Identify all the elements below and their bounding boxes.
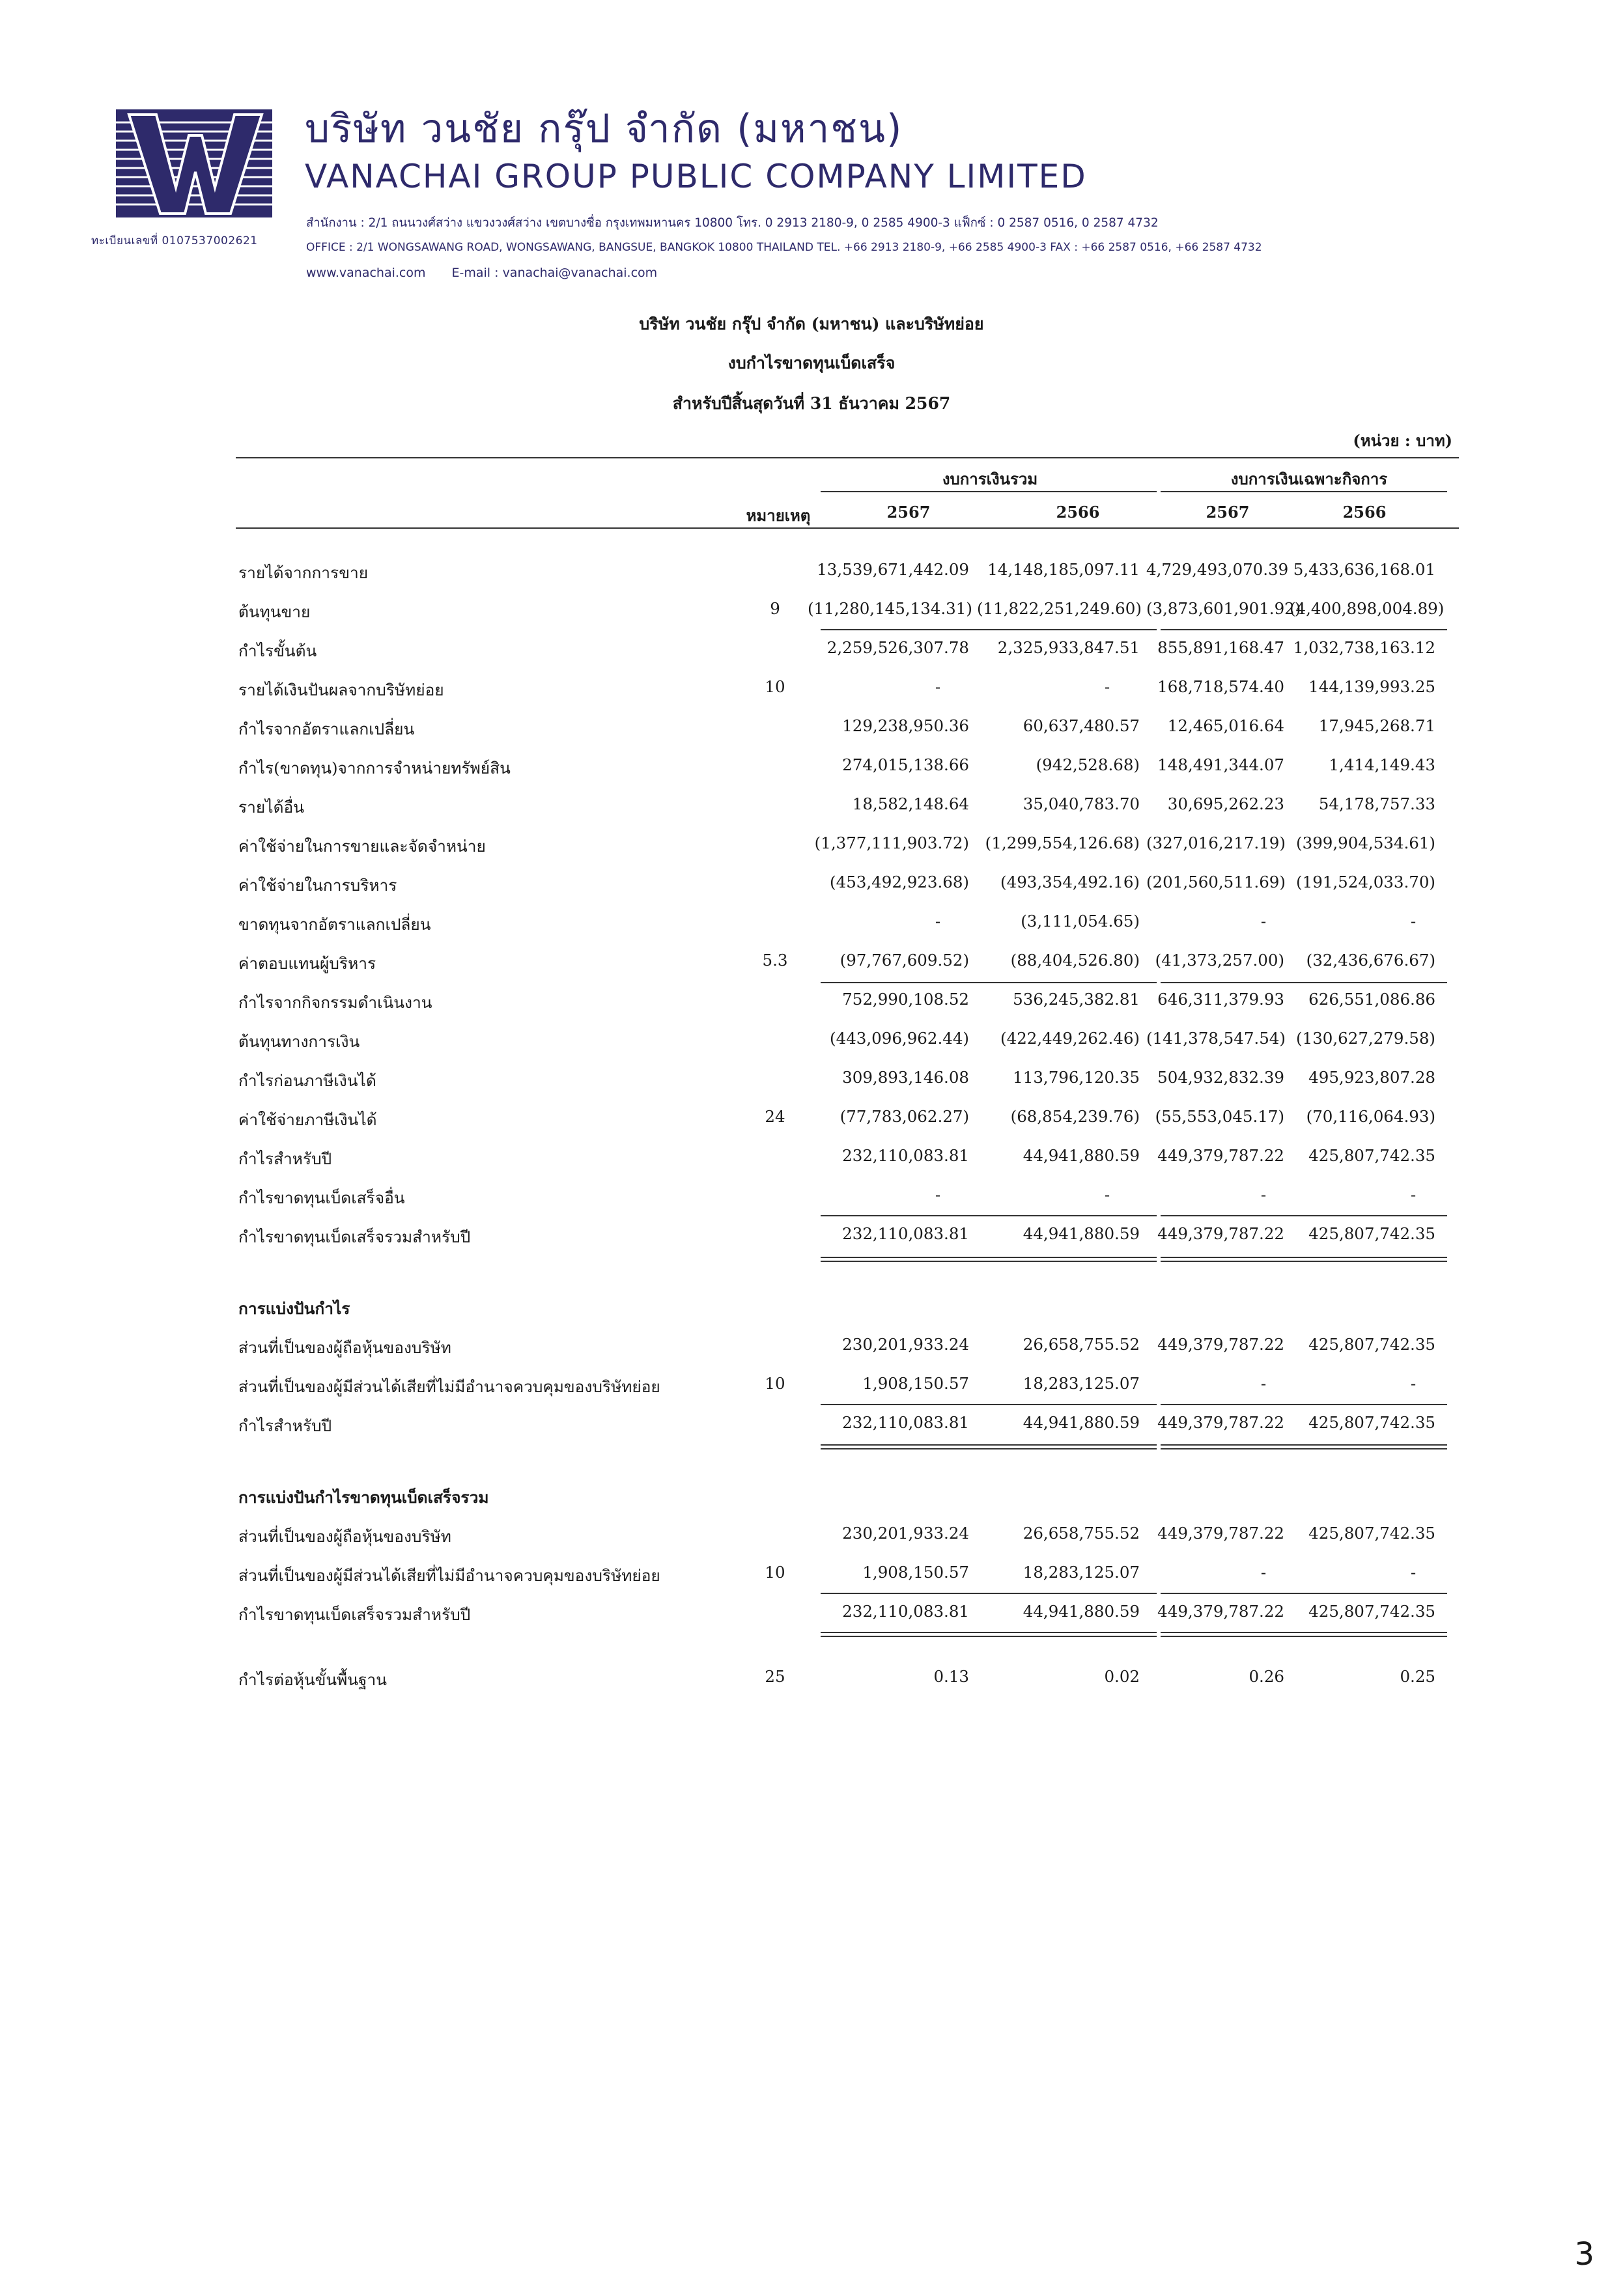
row-value: 26,658,755.52 — [1023, 1524, 1140, 1543]
row-label: กำไรก่อนภาษีเงินได้ — [238, 1071, 376, 1090]
row-label: ต้นทุนขาย — [238, 602, 311, 621]
row-value: (11,280,145,134.31) — [808, 599, 972, 618]
row-note: 5.3 — [762, 951, 788, 970]
row-value: 0.25 — [1400, 1667, 1435, 1686]
row-value: 44,941,880.59 — [1023, 1602, 1140, 1621]
row-value: 4,729,493,070.39 — [1146, 560, 1289, 579]
row-value: (4,400,898,004.89) — [1290, 599, 1445, 618]
row-value: 449,379,787.22 — [1157, 1602, 1284, 1621]
row-value: 144,139,993.25 — [1308, 677, 1435, 696]
row-value: 274,015,138.66 — [842, 755, 969, 774]
table-row — [0, 1667, 1623, 1693]
table-row — [0, 1485, 1623, 1511]
address-english: OFFICE : 2/1 WONGSAWANG ROAD, WONGSAWANG, BANGSUE, BANGKOK 10800 THAILAND TEL. +66 2913 2180-9, +66 2585 4900-3 FAX : +66 2587 0516, +66 2587 4732 — [306, 241, 1262, 254]
row-value: (1,377,111,903.72) — [814, 833, 969, 852]
row-value: (11,822,251,249.60) — [977, 599, 1142, 618]
subtotal-rule — [821, 1215, 1157, 1216]
subtotal-rule — [1161, 1593, 1447, 1594]
row-label: ค่าใช้จ่ายในการบริหาร — [238, 876, 397, 895]
row-value: 35,040,783.70 — [1023, 794, 1140, 813]
row-value: 855,891,168.47 — [1157, 638, 1284, 657]
row-value: 449,379,787.22 — [1157, 1413, 1284, 1432]
row-value: 1,032,738,163.12 — [1293, 638, 1435, 657]
group-header-consolidated: งบการเงินรวม — [942, 469, 1038, 488]
row-value: 646,311,379.93 — [1157, 990, 1284, 1009]
table-row — [0, 1563, 1623, 1589]
row-value: 232,110,083.81 — [842, 1602, 969, 1621]
row-value: 449,379,787.22 — [1157, 1146, 1284, 1165]
row-value: (201,560,511.69) — [1146, 873, 1286, 891]
row-value: 14,148,185,097.11 — [987, 560, 1140, 579]
row-label: กำไรขั้นต้น — [238, 641, 317, 660]
table-row — [0, 990, 1623, 1016]
row-value: 425,807,742.35 — [1308, 1146, 1435, 1165]
row-value: (55,553,045.17) — [1155, 1107, 1284, 1126]
row-value: - — [1410, 1563, 1417, 1582]
row-value: (327,016,217.19) — [1146, 833, 1286, 852]
year-header-separate-2567: 2567 — [1206, 503, 1250, 522]
statement-name: งบกำไรขาดทุนเบ็ดเสร็จ — [727, 354, 896, 372]
row-value: - — [935, 912, 941, 931]
row-value: 536,245,382.81 — [1013, 990, 1140, 1009]
row-label: การแบ่งปันกำไร — [238, 1299, 350, 1318]
row-value: 1,908,150.57 — [862, 1374, 969, 1393]
row-label: กำไรขาดทุนเบ็ดเสร็จอื่น — [238, 1188, 405, 1207]
row-value: (141,378,547.54) — [1146, 1029, 1286, 1048]
registration-number: ทะเบียนเลขที่ 0107537002621 — [91, 234, 258, 247]
row-value: 2,259,526,307.78 — [826, 638, 969, 657]
row-value: 0.26 — [1249, 1667, 1284, 1686]
row-value: 425,807,742.35 — [1308, 1224, 1435, 1243]
table-row — [0, 1335, 1623, 1361]
row-label: รายได้อื่น — [238, 798, 304, 817]
row-value: 425,807,742.35 — [1308, 1413, 1435, 1432]
table-row — [0, 599, 1623, 625]
row-value: 449,379,787.22 — [1157, 1224, 1284, 1243]
row-value: 752,990,108.52 — [842, 990, 969, 1009]
row-value: 449,379,787.22 — [1157, 1335, 1284, 1354]
page-number: 3 — [1574, 2236, 1594, 2273]
row-value: 5,433,636,168.01 — [1293, 560, 1435, 579]
row-value: 0.02 — [1104, 1667, 1140, 1686]
row-value: 26,658,755.52 — [1023, 1335, 1140, 1354]
row-value: 30,695,262.23 — [1167, 794, 1284, 813]
row-value: 44,941,880.59 — [1023, 1224, 1140, 1243]
address-thai: สำนักงาน : 2/1 ถนนวงศ์สว่าง แขวงวงศ์สว่าง เขตบางซื่อ กรุงเทพมหานคร 10800 โทร. 0 2913 2180-9, 0 2585 4900-3 แฟ็กซ์ : 0 2587 0516, 0 2587 4732 — [306, 216, 1159, 230]
table-row — [0, 912, 1623, 938]
row-value: - — [935, 1185, 941, 1204]
row-value: (97,767,609.52) — [840, 951, 969, 970]
row-value: (1,299,554,126.68) — [985, 833, 1140, 852]
row-value: - — [1104, 677, 1110, 696]
row-value: 129,238,950.36 — [842, 716, 969, 735]
row-value: - — [1410, 1374, 1417, 1393]
row-value: 44,941,880.59 — [1023, 1146, 1140, 1165]
year-header-consolidated-2567: 2567 — [886, 503, 931, 522]
row-label: กำไรจากอัตราแลกเปลี่ยน — [238, 720, 415, 738]
row-value: (493,354,492.16) — [1000, 873, 1140, 891]
total-double-rule — [821, 1632, 1157, 1637]
row-label: ส่วนที่เป็นของผู้มีส่วนได้เสียที่ไม่มีอำนาจควบคุมของบริษัทย่อย — [238, 1377, 660, 1396]
row-value: 232,110,083.81 — [842, 1146, 969, 1165]
row-value: 230,201,933.24 — [842, 1524, 969, 1543]
row-label: กำไรสำหรับปี — [238, 1416, 332, 1435]
row-value: 18,283,125.07 — [1023, 1563, 1140, 1582]
group-rule-separate — [1161, 491, 1447, 492]
table-row — [0, 833, 1623, 860]
row-value: (453,492,923.68) — [830, 873, 969, 891]
website-link[interactable]: www.vanachai.com — [306, 266, 426, 280]
row-value: - — [1410, 912, 1417, 931]
header-bottom-rule — [236, 527, 1459, 529]
row-note: 10 — [765, 677, 785, 696]
row-value: 60,637,480.57 — [1023, 716, 1140, 735]
row-note: 9 — [770, 599, 780, 618]
table-row — [0, 1029, 1623, 1055]
row-value: - — [1410, 1185, 1417, 1204]
row-value: (88,404,526.80) — [1010, 951, 1140, 970]
row-label: กำไร(ขาดทุน)จากการจำหน่ายทรัพย์สิน — [238, 759, 511, 777]
row-value: (3,873,601,901.92) — [1146, 599, 1301, 618]
table-row — [0, 716, 1623, 742]
table-row — [0, 1107, 1623, 1133]
table-row — [0, 1185, 1623, 1211]
group-header-separate: งบการเงินเฉพาะกิจการ — [1230, 469, 1388, 488]
table-row — [0, 1146, 1623, 1172]
total-double-rule — [821, 1444, 1157, 1449]
row-label: ต้นทุนทางการเงิน — [238, 1032, 360, 1051]
row-value: 1,414,149.43 — [1329, 755, 1435, 774]
row-label: ค่าใช้จ่ายในการขายและจัดจำหน่าย — [238, 837, 486, 856]
table-row — [0, 1296, 1623, 1322]
year-header-separate-2566: 2566 — [1342, 503, 1387, 522]
year-header-consolidated-2566: 2566 — [1056, 503, 1100, 522]
total-double-rule — [1161, 1257, 1447, 1262]
row-value: - — [935, 677, 941, 696]
company-name-english: VANACHAI GROUP PUBLIC COMPANY LIMITED — [305, 158, 1087, 195]
table-row — [0, 677, 1623, 703]
row-note: 10 — [765, 1563, 785, 1582]
row-value: (422,449,262.46) — [1000, 1029, 1140, 1048]
table-row — [0, 638, 1623, 664]
total-double-rule — [1161, 1444, 1447, 1449]
row-value: (41,373,257.00) — [1155, 951, 1284, 970]
row-value: (399,904,534.61) — [1296, 833, 1435, 852]
row-value: (70,116,064.93) — [1306, 1107, 1435, 1126]
row-label: กำไรต่อหุ้นขั้นพื้นฐาน — [238, 1670, 388, 1689]
subtotal-rule — [821, 982, 1157, 983]
contact-line — [306, 266, 657, 280]
row-value: 425,807,742.35 — [1308, 1524, 1435, 1543]
row-value: 495,923,807.28 — [1308, 1068, 1435, 1087]
table-row — [0, 794, 1623, 820]
row-value: 1,908,150.57 — [862, 1563, 969, 1582]
table-row — [0, 755, 1623, 781]
table-row — [0, 873, 1623, 899]
row-note: 25 — [765, 1667, 785, 1686]
row-value: (130,627,279.58) — [1296, 1029, 1435, 1048]
row-label: ค่าตอบแทนผู้บริหาร — [238, 954, 376, 973]
row-value: - — [1260, 912, 1267, 931]
row-label: รายได้เงินปันผลจากบริษัทย่อย — [238, 680, 444, 699]
email-link[interactable]: E-mail : vanachai@vanachai.com — [451, 266, 658, 280]
row-value: (191,524,033.70) — [1296, 873, 1435, 891]
row-value: (68,854,239.76) — [1010, 1107, 1140, 1126]
row-value: (32,436,676.67) — [1306, 951, 1435, 970]
subtotal-rule — [821, 629, 1157, 630]
row-note: 24 — [765, 1107, 785, 1126]
table-row — [0, 1602, 1623, 1628]
table-row — [0, 1413, 1623, 1439]
row-label: กำไรสำหรับปี — [238, 1149, 332, 1168]
row-label: ส่วนที่เป็นของผู้ถือหุ้นของบริษัท — [238, 1338, 451, 1357]
row-value: 44,941,880.59 — [1023, 1413, 1140, 1432]
total-double-rule — [1161, 1632, 1447, 1637]
row-label: กำไรจากกิจกรรมดำเนินงาน — [238, 993, 432, 1012]
row-value: 12,465,016.64 — [1167, 716, 1284, 735]
row-value: 626,551,086.86 — [1308, 990, 1435, 1009]
row-value: 232,110,083.81 — [842, 1413, 969, 1432]
row-value: 232,110,083.81 — [842, 1224, 969, 1243]
row-value: (3,111,054.65) — [1021, 912, 1140, 931]
company-name-thai: บริษัท วนชัย กรุ๊ป จำกัด (มหาชน) — [305, 106, 903, 152]
row-label: ส่วนที่เป็นของผู้ถือหุ้นของบริษัท — [238, 1527, 451, 1546]
row-value: (443,096,962.44) — [830, 1029, 969, 1048]
row-value: 309,893,146.08 — [842, 1068, 969, 1087]
row-label: รายได้จากการขาย — [238, 563, 369, 582]
row-value: 504,932,832.39 — [1157, 1068, 1284, 1087]
statement-entity-title: บริษัท วนชัย กรุ๊ป จำกัด (มหาชน) และบริษัทย่อย — [639, 315, 984, 333]
row-value: - — [1104, 1185, 1110, 1204]
unit-label: (หน่วย : บาท) — [1353, 431, 1452, 450]
table-row — [0, 951, 1623, 977]
row-value: - — [1260, 1563, 1267, 1582]
note-column-header: หมายเหตุ — [746, 506, 811, 525]
row-value: 0.13 — [933, 1667, 969, 1686]
row-label: ส่วนที่เป็นของผู้มีส่วนได้เสียที่ไม่มีอำนาจควบคุมของบริษัทย่อย — [238, 1566, 660, 1585]
total-double-rule — [821, 1257, 1157, 1262]
row-value: 2,325,933,847.51 — [997, 638, 1140, 657]
subtotal-rule — [1161, 1404, 1447, 1405]
subtotal-rule — [1161, 629, 1447, 630]
row-value: 425,807,742.35 — [1308, 1335, 1435, 1354]
row-label: ค่าใช้จ่ายภาษีเงินได้ — [238, 1110, 377, 1129]
row-value: 449,379,787.22 — [1157, 1524, 1284, 1543]
subtotal-rule — [1161, 1215, 1447, 1216]
row-note: 10 — [765, 1374, 785, 1393]
w-logo-icon — [116, 109, 272, 217]
row-value: - — [1260, 1185, 1267, 1204]
header-top-rule — [236, 457, 1459, 458]
row-label: กำไรขาดทุนเบ็ดเสร็จรวมสำหรับปี — [238, 1605, 471, 1624]
statement-period: สำหรับปีสิ้นสุดวันที่ 31 ธันวาคม 2567 — [672, 394, 951, 413]
row-value: 148,491,344.07 — [1157, 755, 1284, 774]
table-row — [0, 1068, 1623, 1094]
row-value: 425,807,742.35 — [1308, 1602, 1435, 1621]
subtotal-rule — [821, 1593, 1157, 1594]
row-value: 230,201,933.24 — [842, 1335, 969, 1354]
group-rule-consolidated — [821, 491, 1157, 492]
table-row — [0, 1524, 1623, 1550]
subtotal-rule — [821, 1404, 1157, 1405]
row-value: 54,178,757.33 — [1318, 794, 1435, 813]
row-label: การแบ่งปันกำไรขาดทุนเบ็ดเสร็จรวม — [238, 1488, 489, 1507]
row-value: (77,783,062.27) — [840, 1107, 969, 1126]
row-value: 13,539,671,442.09 — [817, 560, 969, 579]
row-value: 18,582,148.64 — [852, 794, 969, 813]
row-value: 18,283,125.07 — [1023, 1374, 1140, 1393]
row-label: กำไรขาดทุนเบ็ดเสร็จรวมสำหรับปี — [238, 1227, 471, 1246]
table-row — [0, 1374, 1623, 1400]
row-value: 168,718,574.40 — [1157, 677, 1284, 696]
row-value: (942,528.68) — [1036, 755, 1140, 774]
row-value: 17,945,268.71 — [1318, 716, 1435, 735]
row-label: ขาดทุนจากอัตราแลกเปลี่ยน — [238, 915, 431, 934]
row-value: - — [1260, 1374, 1267, 1393]
table-row — [0, 560, 1623, 586]
subtotal-rule — [1161, 982, 1447, 983]
table-row — [0, 1224, 1623, 1250]
row-value: 113,796,120.35 — [1013, 1068, 1140, 1087]
